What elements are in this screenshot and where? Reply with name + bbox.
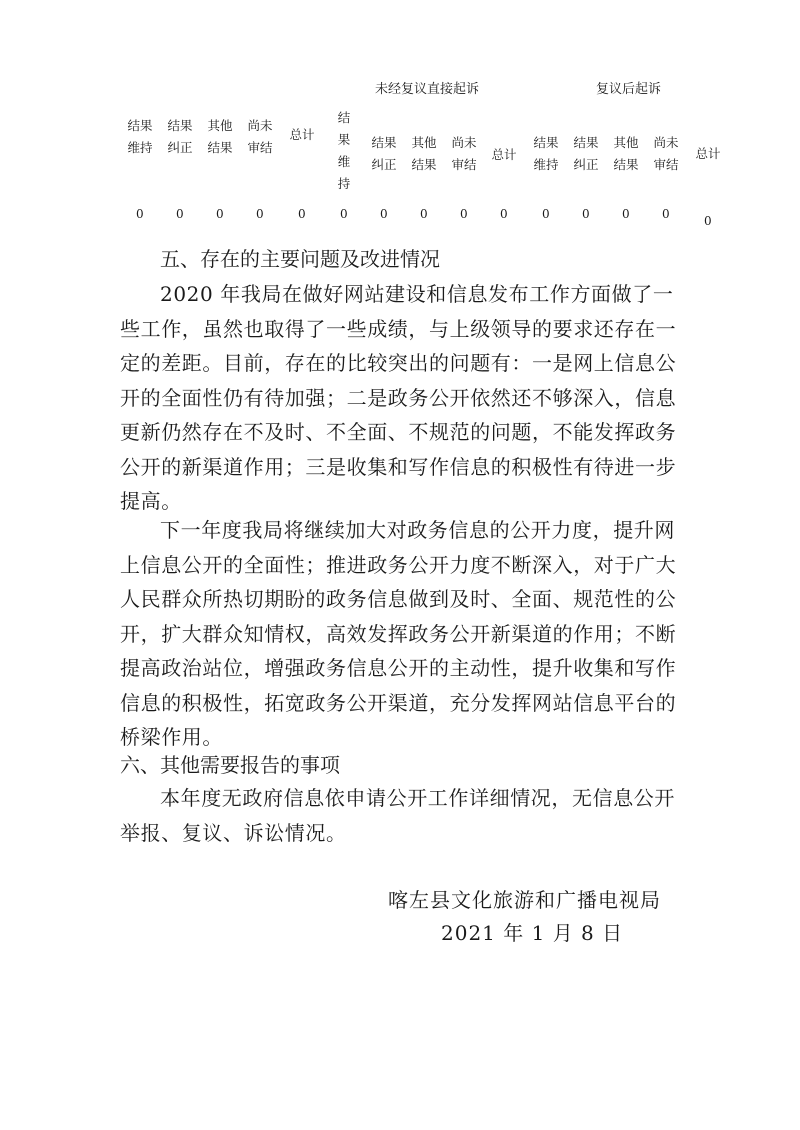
column-header-line: 结果 — [207, 140, 233, 155]
column-header-line: 总计 — [289, 127, 315, 142]
column-header-line: 总计 — [695, 146, 721, 161]
cell-value: 0 — [176, 207, 184, 221]
column-header-line: 结果 — [573, 135, 599, 150]
column-header — [526, 132, 566, 176]
column-header-line: 审结 — [451, 157, 477, 172]
cell-value: 0 — [298, 207, 306, 221]
cell-value: 0 — [582, 207, 590, 221]
section6-heading: 六、其他需要报告的事项 — [120, 753, 340, 777]
cell-value: 0 — [256, 207, 264, 221]
column-header — [444, 132, 484, 176]
cell-value: 0 — [500, 207, 508, 221]
cell-value: 0 — [704, 214, 712, 228]
section5-paragraph-1: 2020 年我局在做好网站建设和信息发布工作方面做了一些工作，虽然也取得了一些成绩，与上级领导的要求还存在一定的差距。目前，存在的比较突出的问题有：一是网上信息公开的全面性仍有待加强；二是政务公开依然还不够深入，信息更新仍然存在不及时、不全面、不规范的问题，不能发挥政务公开的新渠道作用；三是收集和写作信息的积极性有待进一步提高。 — [120, 282, 677, 513]
column-header — [120, 115, 160, 159]
column-header — [364, 132, 404, 176]
column-header-line: 维持 — [127, 140, 153, 155]
cell-value: 0 — [662, 207, 670, 221]
column-header — [404, 132, 444, 176]
signature-date: 2021 年 1 月 8 日 — [441, 921, 624, 945]
cell-value: 0 — [216, 207, 224, 221]
column-header — [160, 115, 200, 159]
column-header — [688, 143, 728, 165]
column-header-line: 总计 — [491, 147, 517, 162]
column-header-line: 审结 — [247, 140, 273, 155]
section6-paragraph-1: 本年度无政府信息依申请公开工作详细情况，无信息公开举报、复议、诉讼情况。 — [120, 786, 675, 845]
column-header-line: 尚未 — [653, 135, 679, 150]
column-header-line: 审结 — [653, 157, 679, 172]
column-header-line: 结果 — [411, 157, 437, 172]
column-header-line: 持 — [337, 176, 351, 191]
column-header-line: 结 — [337, 110, 351, 125]
column-header-line: 结果 — [613, 157, 639, 172]
column-header — [646, 132, 686, 176]
column-header-line: 纠正 — [371, 157, 397, 172]
column-header-line: 果 — [337, 132, 351, 147]
column-header — [200, 115, 240, 159]
cell-value: 0 — [542, 207, 550, 221]
group-header-after-review-litigation: 复议后起诉 — [596, 82, 662, 97]
group-header-direct-litigation: 未经复议直接起诉 — [375, 82, 480, 97]
column-header-line: 纠正 — [167, 140, 193, 155]
column-header — [484, 144, 524, 166]
column-header-line: 结果 — [533, 135, 559, 150]
column-header — [324, 107, 364, 195]
column-header-line: 其他 — [613, 135, 639, 150]
column-header-line: 纠正 — [573, 157, 599, 172]
cell-value: 0 — [622, 207, 630, 221]
column-header-line: 维 — [337, 154, 351, 169]
column-header-line: 维持 — [533, 157, 559, 172]
column-header-line: 结果 — [127, 118, 153, 133]
cell-value: 0 — [420, 207, 428, 221]
column-header-line: 尚未 — [451, 135, 477, 150]
cell-value: 0 — [380, 207, 388, 221]
cell-value: 0 — [460, 207, 468, 221]
column-header — [240, 115, 280, 159]
column-header — [606, 132, 646, 176]
signature-organization: 喀左县文化旅游和广播电视局 — [388, 888, 661, 912]
column-header-line: 结果 — [371, 135, 397, 150]
section5-paragraph-2: 下一年度我局将继续加大对政务信息的公开力度，提升网上信息公开的全面性；推进政务公开力度不断深入，对于广大人民群众所热切期盼的政务信息做到及时、全面、规范性的公开，扩大群众知情权，高效发挥政务公开新渠道的作用；不断提高政治站位，增强政务信息公开的主动性，提升收集和写作信息的积极性，拓宽政务公开渠道，充分发挥网站信息平台的桥梁作用。 — [120, 518, 677, 749]
column-header-line: 其他 — [411, 135, 437, 150]
column-header — [282, 124, 322, 146]
cell-value: 0 — [340, 207, 348, 221]
column-header-line: 其他 — [207, 118, 233, 133]
cell-value: 0 — [136, 207, 144, 221]
column-header-line: 结果 — [167, 118, 193, 133]
column-header-line: 尚未 — [247, 118, 273, 133]
column-header — [566, 132, 606, 176]
section5-heading: 五、存在的主要问题及改进情况 — [160, 247, 440, 271]
